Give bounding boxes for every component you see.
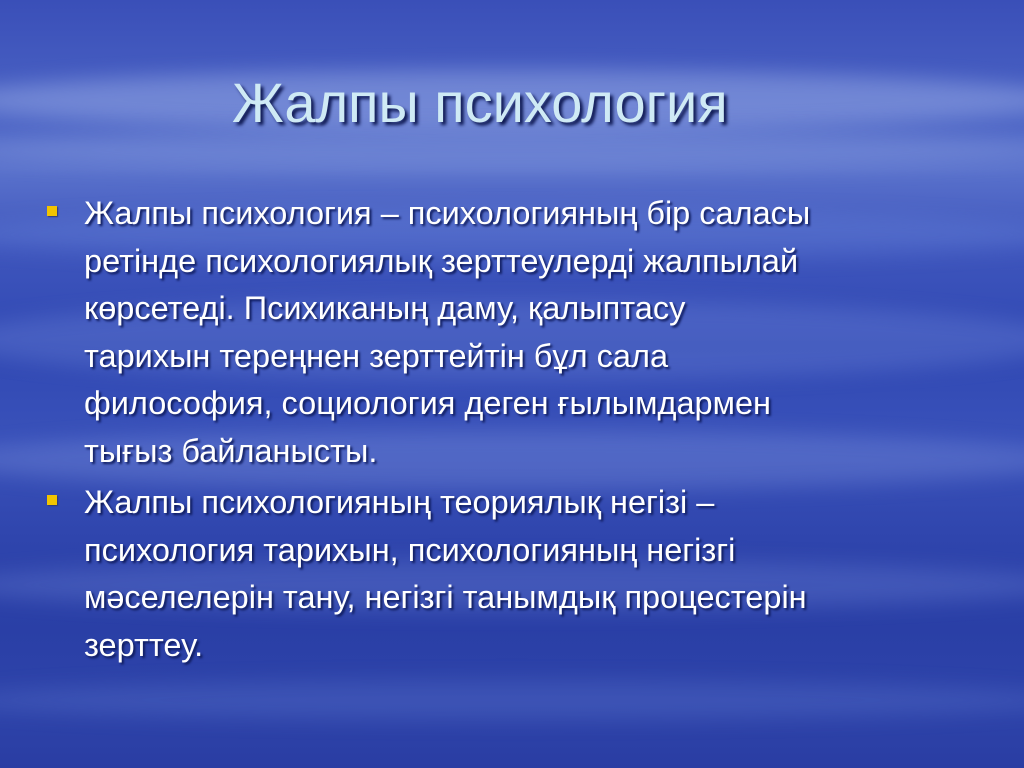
cloud-streak — [0, 680, 1024, 720]
bullet-line: тығыз байланысты. — [84, 432, 378, 469]
bullet-line: философия, социология деген ғылымдармен — [84, 385, 771, 421]
bullet-line: психология тарихын, психологияның негізгі — [84, 531, 736, 568]
bullet-line: көрсетеді. Психиканың даму, қалыптасу — [84, 290, 686, 326]
bullet-item — [44, 190, 994, 475]
square-bullet-icon — [47, 206, 57, 216]
slide-title: Жалпы психология — [232, 71, 728, 134]
bullet-item — [44, 479, 994, 669]
bullet-line: ретінде психологиялық зерттеулерді жалпылай — [84, 242, 799, 279]
bullet-line: мәселелерін тану, негізгі танымдық процестерін — [84, 579, 807, 615]
bullet-line: Жалпы психологияның теориялық негізі – — [84, 484, 715, 520]
square-bullet-icon — [47, 495, 57, 505]
bullet-line: тарихын тереңнен зерттейтін бұл сала — [84, 337, 669, 374]
bullet-line: зерттеу. — [84, 626, 204, 663]
bullet-line: Жалпы психология – психологияның бір саласы — [84, 195, 811, 231]
bullet-list — [44, 190, 994, 673]
